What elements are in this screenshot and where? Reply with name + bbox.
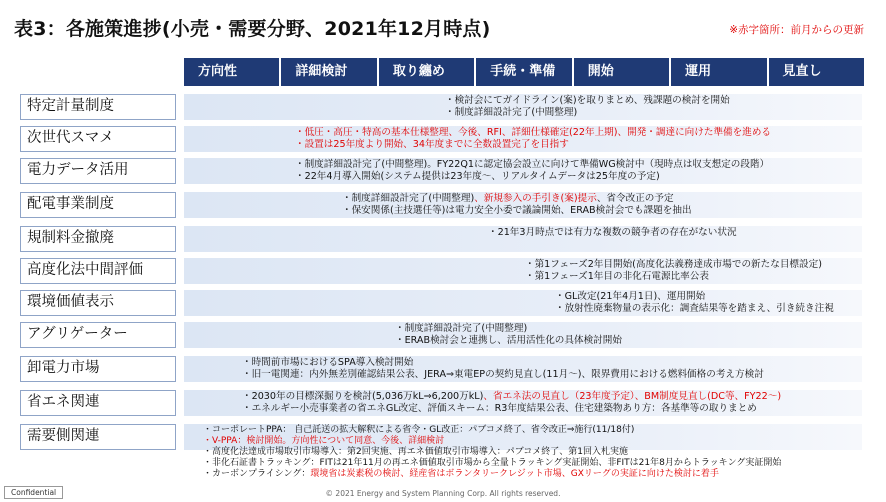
phase-header: [184, 58, 864, 86]
updated-text: 、新規参入の手引き(案)提示: [474, 193, 597, 204]
note-text: ・制度詳細設計完了(中間整理): [445, 107, 578, 118]
note-text: ・検討会にてガイドライン(案)を取りまとめ、残課題の検討を開始: [445, 95, 730, 106]
progress-note: [555, 291, 705, 303]
note-text: ・制度詳細設計完了(中間整理): [342, 193, 475, 204]
progress-note: [242, 357, 413, 369]
phase-header-cell: 開始: [574, 58, 671, 86]
policy-label: 需要側関連: [20, 424, 176, 450]
phase-header-cell: 詳細検討: [281, 58, 378, 86]
progress-note: [395, 323, 527, 335]
progress-note: [342, 205, 692, 217]
progress-note: [525, 259, 822, 271]
note-text: ・2030年の目標深掘りを検討(5,036万kL⇒6,200万kL): [242, 391, 484, 402]
note-text: ・制度詳細設計完了(中間整理): [395, 323, 528, 334]
note-text: ・GL改定(21年4月1日)、運用開始: [555, 291, 706, 302]
note-text: ・22年4月導入開始(システム提供は23年度～、リアルタイムデータは25年度の予定): [295, 171, 660, 182]
progress-note: [555, 303, 834, 315]
policy-label: 卸電力市場: [20, 356, 176, 382]
policy-label: 高度化法中間評価: [20, 258, 176, 284]
progress-note: [525, 271, 709, 283]
updated-text: 環境省は炭素税の検討、経産省はボランタリークレジット市場、GXリーグの実証に向けた検討に着手: [310, 469, 719, 479]
policy-label: 配電事業制度: [20, 192, 176, 218]
updated-text: ・V-PPA：検討開始。方向性について同意、今後、詳細検討: [203, 436, 445, 446]
legend-note: ※赤字箇所：前月からの更新: [729, 24, 864, 36]
note-text: ・高度化法達成市場取引市場導入：第2回実施、再エネ価値取引市場導入：パブコメ終了、第1回入札実施: [203, 447, 629, 457]
note-text: ・コーポレートPPA： 自己託送の拡大解釈による省令・GL改正：パブコメ終了、省令改正⇒施行(11/18付): [203, 425, 635, 435]
note-text: ・第1フェーズ1年目の非化石電源比率公表: [525, 271, 709, 282]
progress-note: [395, 335, 622, 347]
note-text: ・ERAB検討会と連携し、活用活性化の具体検討開始: [395, 335, 622, 346]
policy-label: 次世代スマメ: [20, 126, 176, 152]
policy-label: 環境価値表示: [20, 290, 176, 316]
note-text: ・非化石証書トラッキング：FITは21年11月の再エネ価値取引市場から全量トラッキング実証開始、非FITは21年8月からトラッキング実証開始: [203, 458, 782, 468]
policy-label: 規制料金撤廃: [20, 226, 176, 252]
updated-text: 、省エネ法の見直し（23年度予定）、BM制度見直し(DC等、FY22～): [483, 391, 782, 402]
updated-text: ・低圧・高圧・特高の基本仕様整理、今後、RFI、詳細仕様確定(22年上期)、開発・調達に向けた準備を進める: [295, 127, 772, 138]
progress-note: [445, 107, 577, 119]
progress-note: [295, 159, 769, 171]
policy-label: 特定計量制度: [20, 94, 176, 120]
progress-note: [295, 127, 771, 139]
phase-header-cell: 取り纏め: [379, 58, 476, 86]
note-text: 、省令改正の予定: [596, 193, 674, 204]
progress-note: [203, 468, 719, 480]
progress-note: [445, 95, 730, 107]
note-text: ・21年3月時点では有力な複数の競争者の存在がない状況: [488, 227, 737, 238]
note-text: ・旧一電関連：内外無差別確認結果公表、JERA⇒東電EPの契約見直し(11月～)、限界費用における燃料価格の考え方検討: [242, 369, 764, 380]
phase-header-cell: 運用: [671, 58, 768, 86]
progress-note: [242, 369, 764, 381]
progress-note: [295, 139, 569, 151]
progress-note: [242, 403, 757, 415]
updated-text: ・設置は25年度より開始、34年度までに全数設置完了を目指す: [295, 139, 569, 150]
policy-label: 省エネ関連: [20, 390, 176, 416]
policy-label: アグリゲーター: [20, 322, 176, 348]
note-text: ・第1フェーズ2年目開始(高度化法義務達成市場での新たな目標設定): [525, 259, 822, 270]
phase-header-cell: 手続・準備: [476, 58, 573, 86]
copyright: © 2021 Energy and System Planning Corp. All rights reserved.: [325, 489, 561, 498]
confidential-label: Confidential: [4, 486, 63, 499]
note-text: ・保安関係(主技選任等)は電力安全小委で議論開始、ERAB検討会でも課題を抽出: [342, 205, 692, 216]
note-text: ・時間前市場におけるSPA導入検討開始: [242, 357, 414, 368]
progress-note: [488, 227, 737, 239]
note-text: ・カーボンプライシング：: [203, 469, 311, 479]
policy-label: 電力データ活用: [20, 158, 176, 184]
progress-note: [342, 193, 674, 205]
page-title: 表3：各施策進捗(小売・需要分野、2021年12月時点): [14, 18, 491, 40]
progress-note: [242, 391, 781, 403]
phase-header-cell: 方向性: [184, 58, 281, 86]
progress-note: [295, 171, 660, 183]
phase-header-cell: 見直し: [769, 58, 864, 86]
note-text: ・制度詳細設計完了(中間整理)。FY22Q1に認定協会設立に向けて準備WG検討中（現時点は収支想定の段階）: [295, 159, 770, 170]
note-text: ・放射性廃棄物量の表示化：調査結果等を踏まえ、引き続き注視: [555, 303, 834, 314]
note-text: ・エネルギー小売事業者の省エネGL改定、評価スキーム：R3年度結果公表、住宅建築物あり方：各基準等の取りまとめ: [242, 403, 757, 414]
